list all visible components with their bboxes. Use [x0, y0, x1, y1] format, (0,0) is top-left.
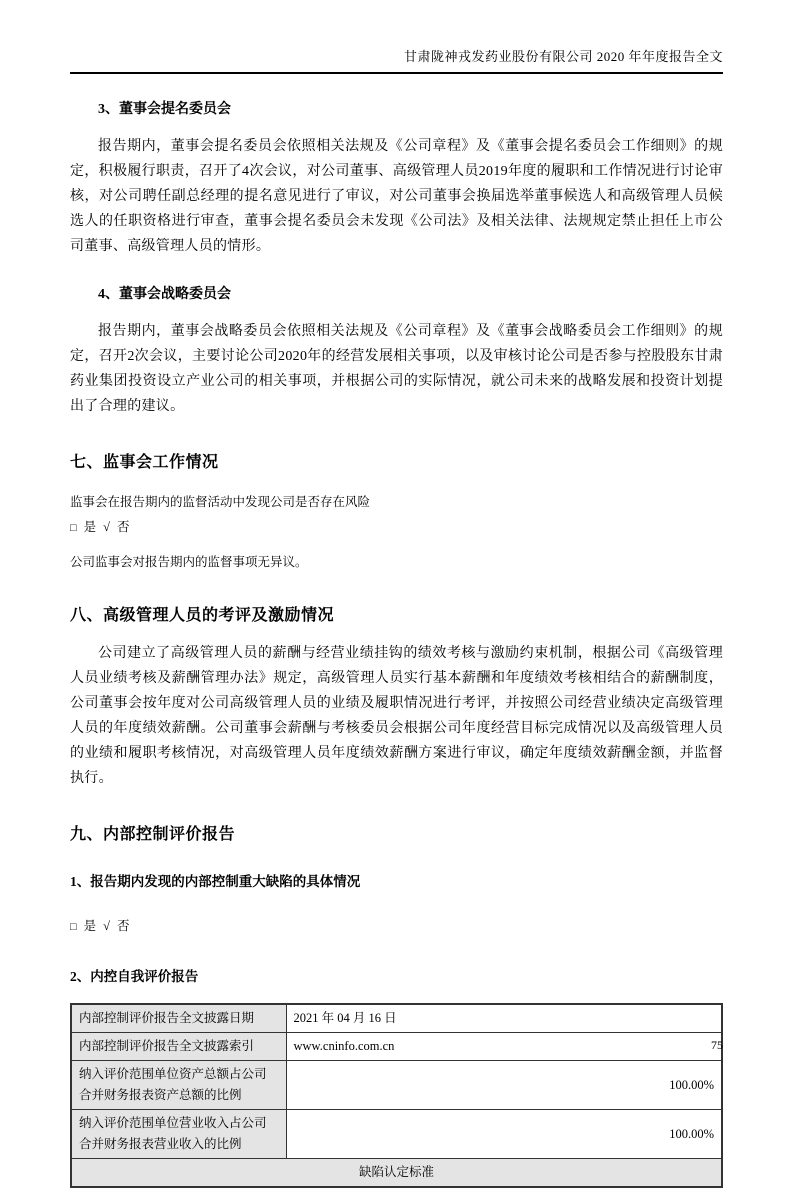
table-row-revenue-ratio — [71, 1110, 722, 1159]
table-row-asset-ratio — [71, 1061, 722, 1110]
table-row-disclosure-date — [71, 1004, 722, 1033]
table-row-disclosure-index — [71, 1033, 722, 1061]
heading-material-defects: 1、报告期内发现的内部控制重大缺陷的具体情况 — [70, 874, 361, 889]
table-footer-row — [71, 1159, 722, 1188]
option-yes-label: 是 — [83, 520, 97, 534]
supervisory-yes-no-line — [70, 517, 723, 538]
heading-self-evaluation-report: 2、内控自我评价报告 — [70, 969, 199, 984]
checkbox-unchecked-icon: □ — [70, 522, 77, 534]
table-row-value: www.cninfo.com.cn — [286, 1033, 722, 1061]
table-row-label: 内部控制评价报告全文披露日期 — [71, 1004, 286, 1033]
checkbox-unchecked-icon: □ — [70, 921, 77, 933]
check-icon: √ — [103, 520, 111, 534]
table-footer-label: 缺陷认定标准 — [71, 1159, 722, 1188]
strategy-committee-paragraph: 报告期内，董事会战略委员会依照相关法规及《公司章程》及《董事会战略委员会工作细则》的规定，召开2次会议，主要讨论公司2020年的经营发展相关事项，以及审核讨论公司是否参与控股股东甘肃药业集团投资设立产业公司的相关事项，并根据公司的实际情况，就公司未来的战略发展和投资计划提出了合理的建议。 — [70, 324, 723, 414]
heading-internal-control-report: 九、内部控制评价报告 — [70, 826, 236, 843]
report-header-title: 甘肃陇神戎发药业股份有限公司 2020 年年度报告全文 — [70, 46, 723, 74]
table-row-value: 100.00% — [286, 1110, 722, 1159]
heading-strategy-committee: 4、董事会战略委员会 — [98, 287, 231, 302]
internal-control-yes-no-line — [70, 916, 723, 937]
option-no-label: 否 — [117, 919, 130, 933]
heading-supervisory-board: 七、监事会工作情况 — [70, 454, 219, 471]
table-row-value: 100.00% — [286, 1061, 722, 1110]
table-row-label: 内部控制评价报告全文披露索引 — [71, 1033, 286, 1061]
nomination-committee-paragraph: 报告期内，董事会提名委员会依照相关法规及《公司章程》及《董事会提名委员会工作细则》的规定，积极履行职责，召开了4次会议，对公司董事、高级管理人员2019年度的履职和工作情况进行讨论审核，对公司聘任副总经理的提名意见进行了审议，对公司董事会换届选举董事候选人和高级管理人员候选人的任职资格进行审查，董事会提名委员会未发现《公司法》及相关法律、法规规定禁止担任上市公司董事、高级管理人员的情形。 — [70, 139, 723, 254]
table-row-label: 纳入评价范围单位营业收入占公司合并财务报表营业收入的比例 — [71, 1110, 286, 1159]
table-row-value: 2021 年 04 月 16 日 — [286, 1004, 722, 1033]
heading-nomination-committee: 3、董事会提名委员会 — [98, 102, 231, 117]
check-icon: √ — [103, 919, 111, 933]
page-number: 75 — [711, 1038, 723, 1052]
senior-management-paragraph: 公司建立了高级管理人员的薪酬与经营业绩挂钩的绩效考核与激励约束机制，根据公司《高级管理人员业绩考核及薪酬管理办法》规定，高级管理人员实行基本薪酬和年度绩效考核相结合的薪酬制度，公司董事会按年度对公司高级管理人员的业绩及履职情况进行考评，并按照公司经营业绩决定高级管理人员的年度绩效薪酬。公司董事会薪酬与考核委员会根据公司年度经营目标完成情况以及高级管理人员的业绩和履职考核情况，对高级管理人员年度绩效薪酬方案进行审议，确定年度绩效薪酬金额，并监督执行。 — [70, 646, 723, 786]
supervisory-conclusion: 公司监事会对报告期内的监督事项无异议。 — [70, 555, 308, 569]
table-row-label: 纳入评价范围单位资产总额占公司合并财务报表资产总额的比例 — [71, 1061, 286, 1110]
heading-senior-management-evaluation: 八、高级管理人员的考评及激励情况 — [70, 607, 335, 624]
supervisory-risk-question: 监事会在报告期内的监督活动中发现公司是否存在风险 — [70, 495, 371, 509]
internal-control-table — [70, 1003, 723, 1188]
option-yes-label: 是 — [83, 919, 97, 933]
option-no-label: 否 — [117, 520, 130, 534]
